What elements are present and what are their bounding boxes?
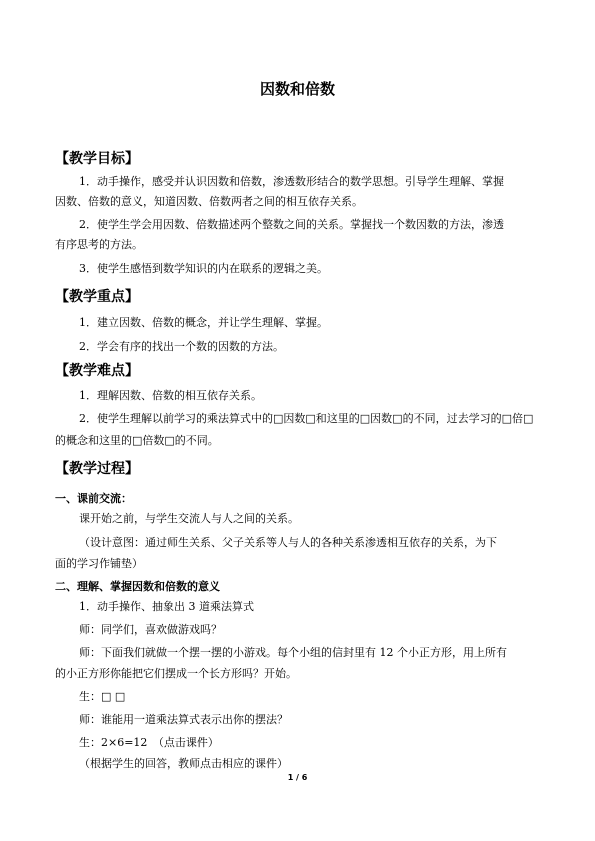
page-number: 1 / 6: [287, 773, 308, 782]
section-heading-process: 【教学过程】: [55, 461, 139, 477]
process-text: 师：下面我们就做一个摆一摆的小游戏。每个小组的信封里有 12 个小正方形，用上所有: [79, 646, 507, 659]
goal-2-line-1: 2．使学生学会用因数、倍数描述两个整数之间的关系。掌握找一个数因数的方法，渗透: [79, 218, 504, 231]
section-heading-goals: 【教学目标】: [55, 151, 139, 167]
process-text: 面的学习作铺垫）: [55, 557, 143, 570]
process-text: 师：谁能用一道乘法算式表示出你的摆法？: [79, 713, 288, 726]
goal-1-line-2: 因数、倍数的意义，知道因数、倍数两者之间的相互依存关系。: [55, 195, 363, 208]
process-text: 1．动手操作、抽象出 3 道乘法算式: [79, 600, 254, 613]
goal-2-line-2: 有序思考的方法。: [55, 238, 143, 251]
difficulty-1: 1．理解因数、倍数的相互依存关系。: [79, 389, 262, 402]
process-text: 的小正方形你能把它们摆成一个长方形吗？开始。: [55, 667, 297, 680]
key-point-2: 2．学会有序的找出一个数的因数的方法。: [79, 340, 284, 353]
process-subheading-1: 一、课前交流：: [55, 492, 132, 505]
process-text: 师：同学们，喜欢做游戏吗？: [79, 623, 222, 636]
page-title: 因数和倍数: [259, 80, 335, 98]
process-text: 生：□ □: [79, 690, 126, 703]
process-text: 课开始之前，与学生交流人与人之间的关系。: [79, 512, 299, 525]
difficulty-2-line-2: 的概念和这里的□倍数□的不同。: [55, 434, 219, 447]
process-text: 生：2×6=12 （点击课件）: [79, 736, 219, 749]
goal-1-line-1: 1．动手操作，感受并认识因数和倍数，渗透数形结合的数学思想。引导学生理解、掌握: [79, 175, 504, 188]
goal-3: 3．使学生感悟到数学知识的内在联系的逻辑之美。: [79, 262, 328, 275]
key-point-1: 1．建立因数、倍数的概念，并让学生理解、掌握。: [79, 316, 328, 329]
process-text: （设计意图：通过师生关系、父子关系等人与人的各种关系渗透相互依存的关系，为下: [79, 536, 497, 549]
section-heading-difficulty: 【教学难点】: [55, 363, 139, 379]
difficulty-2-line-1: 2．使学生理解以前学习的乘法算式中的□因数□和这里的□因数□的不同，过去学习的□倍□: [79, 412, 534, 425]
section-heading-key: 【教学重点】: [55, 289, 139, 305]
process-subheading-2: 二、理解、掌握因数和倍数的意义: [55, 580, 220, 593]
process-text: （根据学生的回答，教师点击相应的课件）: [79, 757, 288, 770]
